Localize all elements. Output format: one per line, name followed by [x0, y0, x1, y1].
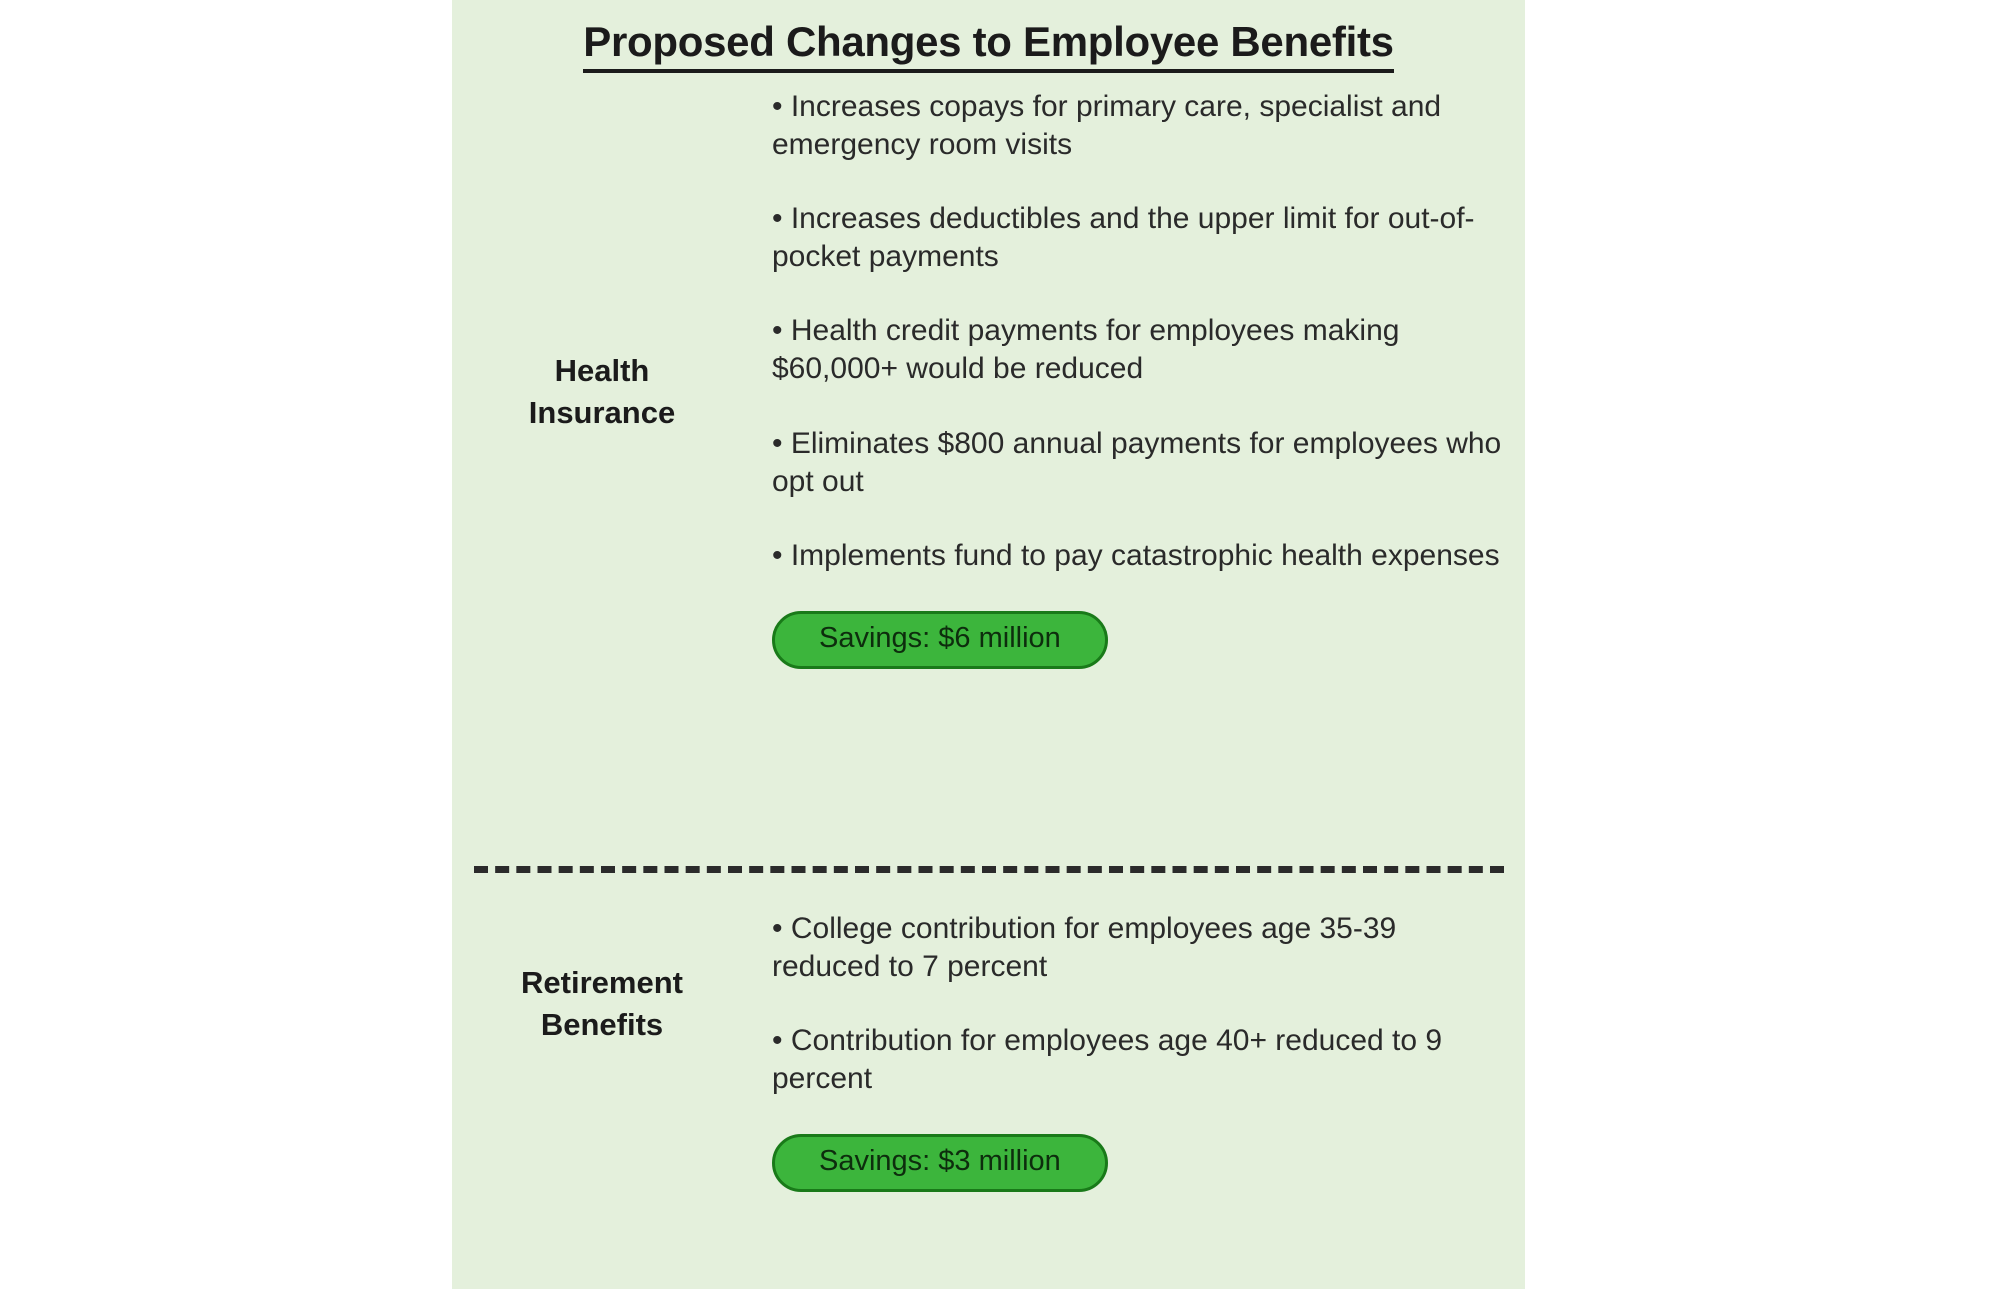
section-retirement-benefits-label	[452, 910, 752, 1046]
section-health-insurance	[452, 88, 1525, 669]
savings-badge-wrap	[772, 1134, 1525, 1192]
section-health-insurance-body	[752, 88, 1525, 669]
poster-panel	[452, 0, 1525, 1289]
section-health-insurance-label-line2: Insurance	[528, 394, 676, 430]
status-badge: Savings: $3 million	[772, 1134, 1108, 1192]
section-divider	[474, 866, 1504, 873]
savings-badge-wrap	[772, 611, 1525, 669]
list-item: • Implements fund to pay catastrophic health expenses	[772, 538, 1500, 572]
section-retirement-benefits	[452, 910, 1525, 1192]
list-item: • Eliminates $800 annual payments for employees who opt out	[772, 426, 1502, 498]
page-title-text: Proposed Changes to Employee Benefits	[583, 18, 1393, 73]
section-health-insurance-label-line1: Health	[554, 353, 650, 388]
list-item: • Increases deductibles and the upper limit for out-of-pocket payments	[772, 202, 1475, 274]
page-title	[452, 18, 1525, 73]
section-health-insurance-label	[452, 88, 752, 434]
list-item: • Health credit payments for employees making $60,000+ would be reduced	[772, 314, 1400, 386]
list-item: • Contribution for employees age 40+ reduced to 9 percent	[772, 1024, 1443, 1096]
section-retirement-benefits-label-line1: Retirement	[521, 965, 683, 1000]
status-badge: Savings: $6 million	[772, 611, 1108, 669]
section-retirement-benefits-body	[752, 910, 1525, 1192]
section-retirement-benefits-label-line2: Benefits	[540, 1006, 664, 1042]
list-item: • Increases copays for primary care, specialist and emergency room visits	[772, 90, 1442, 162]
list-item: • College contribution for employees age 35-39 reduced to 7 percent	[772, 912, 1397, 984]
